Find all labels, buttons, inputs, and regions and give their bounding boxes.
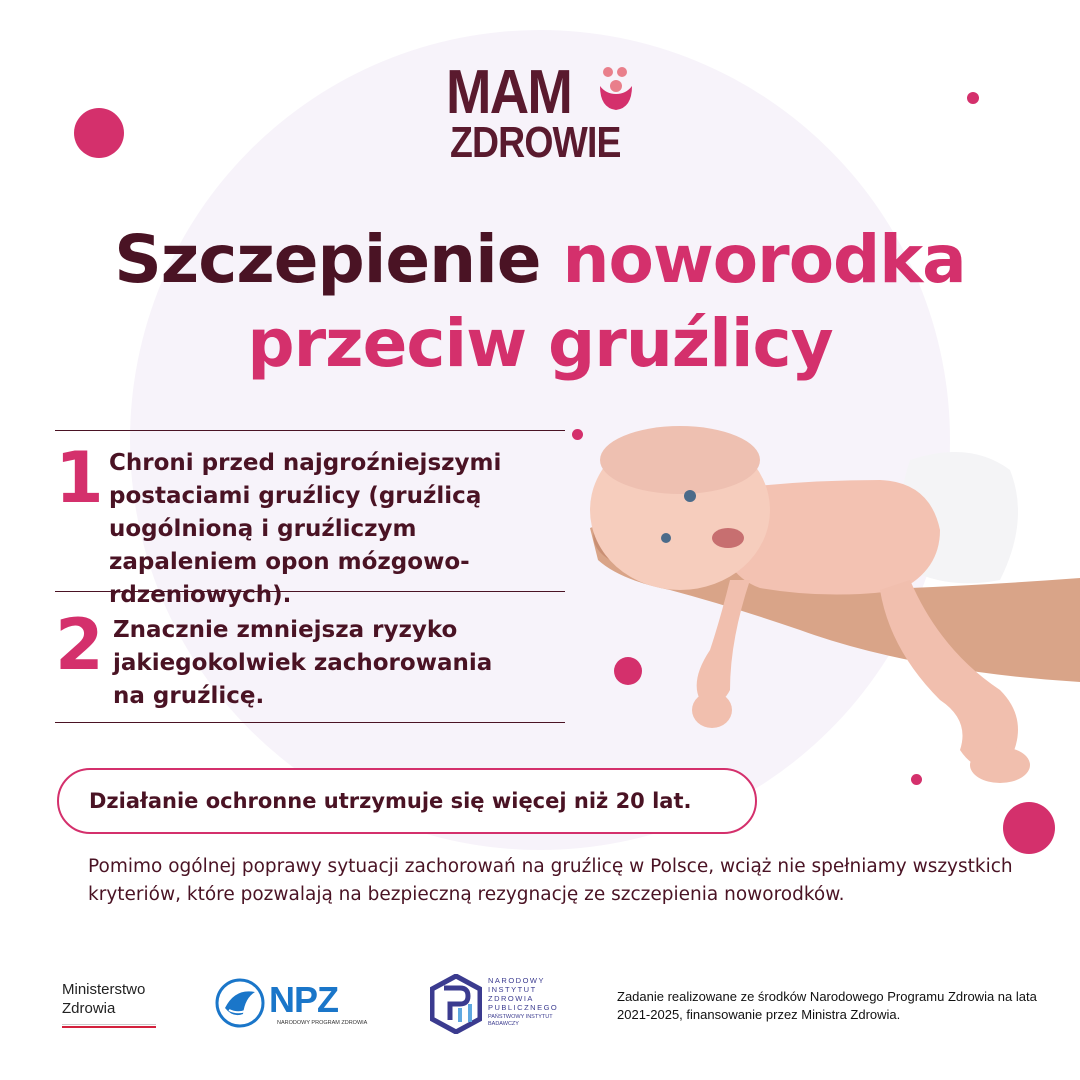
highlight-box [57,768,757,834]
mam-zdrowie-logo [446,58,646,172]
highlight-text: Działanie ochronne utrzymuje się więcej niż 20 lat. [89,789,692,813]
headline-part-2: noworodka [562,221,966,298]
note-paragraph: Pomimo ogólnej poprawy sytuacji zachorowań na gruźlicę w Polsce, wciąż nie spełniamy wszystkich kryteriów, które pozwalają na bezpieczną rezygnację ze szczepienia noworodków. [88,856,1013,905]
headline [0,218,1080,386]
logo-word-zdrowie: ZDROWIE [450,118,621,167]
benefits-list [55,430,565,723]
logo-word-mam: MAM [446,58,572,127]
mother-child-icon [596,64,636,120]
npz-drop-icon [215,978,265,1028]
nizp-name-line: NARODOWY [488,976,545,985]
npz-subtitle: NARODOWY PROGRAM ZDROWIA [277,1020,368,1026]
nizp-name-line: INSTYTUT [488,985,537,994]
decor-dot [967,92,979,104]
nizp-logo [430,972,580,1042]
headline-part-1: Szczepienie [114,221,563,298]
item-number: 1 [55,437,104,519]
nizp-name [488,976,558,1012]
nizp-name-line: ZDROWIA [488,994,534,1003]
baby-photo [580,420,1080,800]
headline-line-2: przeciw gruźlicy [247,305,833,382]
list-item [55,430,565,608]
list-item [55,591,565,723]
ministry-name-line-1: Ministerstwo [62,981,146,998]
nizp-name-line: PUBLICZNEGO [488,1003,559,1012]
item-text: Chroni przed najgroźniejszymi postaciami gruźlicy (gruźlicą uogólnioną i gruźliczym zapaleniem opon mózgowo-rdzeniowych). [109,450,502,608]
decor-dot [1003,802,1055,854]
funding-note: Zadanie realizowane ze środków Narodowego Programu Zdrowia na lata 2021-2025, finansowanie przez Ministra Zdrowia. [617,989,1037,1022]
ministry-logo [62,980,162,1028]
nizp-emblem-icon [430,974,482,1034]
nizp-subtitle: PAŃSTWOWY INSTYTUT BADAWCZY [488,1014,553,1027]
flag-bar [62,1024,156,1028]
npz-wordmark: NPZ [269,979,338,1020]
npz-logo [215,978,375,1032]
item-number: 2 [55,604,104,686]
decor-dot [74,108,124,158]
ministry-name-line-2: Zdrowia [62,1000,116,1017]
item-text: Znacznie zmniejsza ryzyko jakiegokolwiek zachorowania na gruźlicę. [113,617,493,709]
